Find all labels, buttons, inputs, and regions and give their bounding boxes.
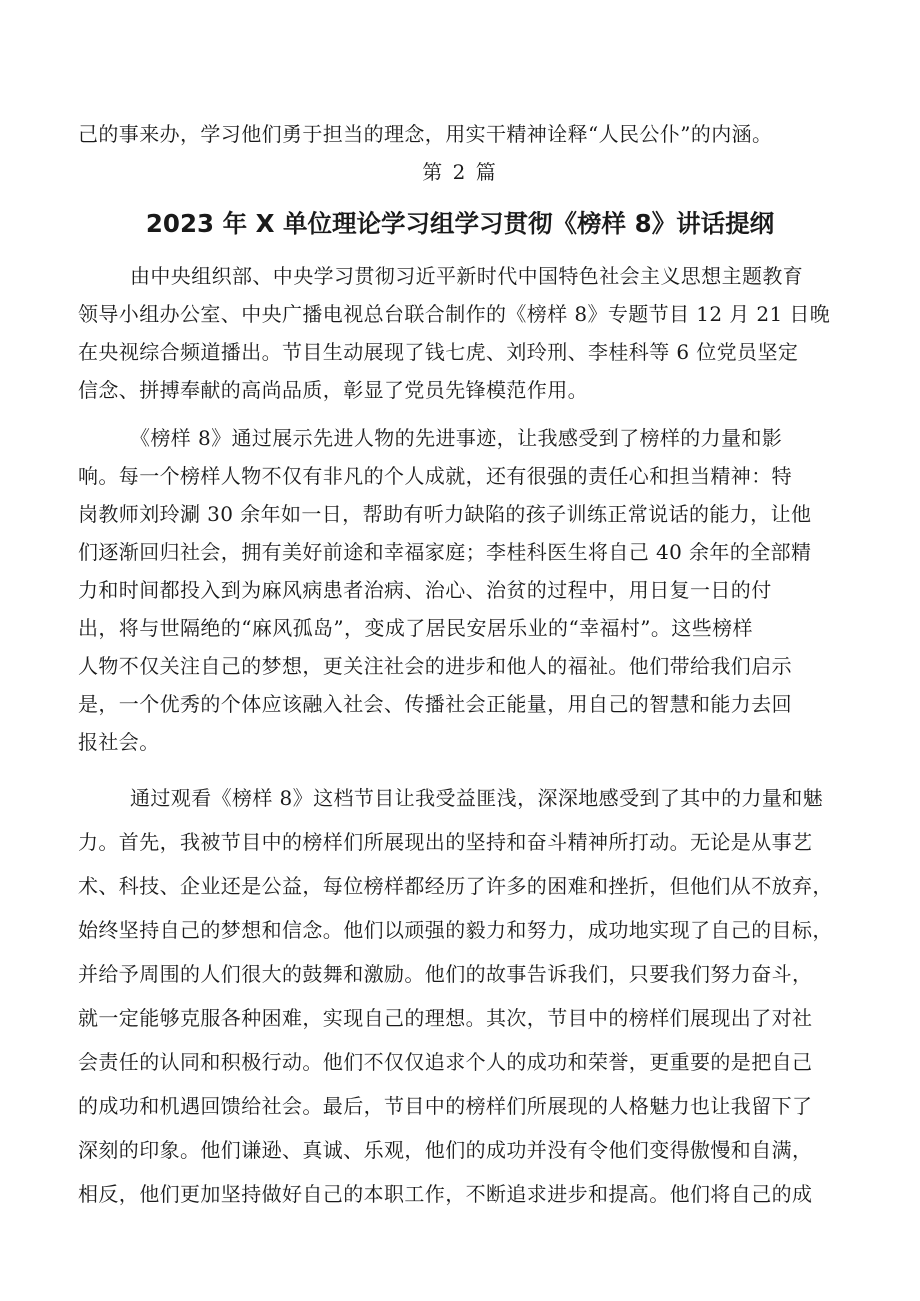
paragraph-line: 们逐渐回归社会，拥有美好前途和幸福家庭；李桂科医生将自己 40 余年的全部精 [78, 540, 812, 564]
paragraph-line: 出，将与世隔绝的“麻风孤岛”，变成了居民安居乐业的“幸福村”。这些榜样 [78, 616, 753, 640]
paragraph-line: 人物不仅关注自己的梦想，更关注社会的进步和他人的福祉。他们带给我们启示 [78, 654, 792, 678]
chapter-label: 第 2 篇 [422, 160, 498, 184]
document-title: 2023 年 X 单位理论学习组学习贯彻《榜样 8》讲话提纲 [145, 209, 775, 238]
paragraph-line: 信念、拼搏奉献的高尚品质，彰显了党员先锋模范作用。 [78, 378, 588, 402]
paragraph-line: 就一定能够克服各种困难，实现自己的理想。其次，节目中的榜样们展现出了对社 [78, 1006, 813, 1030]
paragraph-line: 在央视综合频道播出。节目生动展现了钱七虎、刘玲刑、李桂科等 6 位党员坚定 [78, 340, 799, 364]
paragraph-line: 会责任的认同和积极行动。他们不仅仅追求个人的成功和荣誉，更重要的是把自己 [78, 1050, 813, 1074]
paragraph-line: 响。每一个榜样人物不仅有非凡的个人成就，还有很强的责任心和担当精神：特 [78, 464, 792, 488]
paragraph-line: 是，一个优秀的个体应该融入社会、传播社会正能量，用自己的智慧和能力去回 [78, 692, 792, 716]
paragraph-line: 深刻的印象。他们谦逊、真诚、乐观，他们的成功并没有令他们变得傲慢和自满， [78, 1138, 813, 1162]
paragraph-line: 术、科技、企业还是公益，每位榜样都经历了许多的困难和挫折，但他们从不放弃， [78, 874, 833, 898]
carryover-line: 己的事来办，学习他们勇于担当的理念，用实干精神诠释“人民公仆”的内涵。 [78, 122, 773, 146]
paragraph-line: 始终坚持自己的梦想和信念。他们以顽强的毅力和努力，成功地实现了自己的目标， [78, 918, 833, 942]
paragraph-line: 《榜样 8》通过展示先进人物的先进事迹，让我感受到了榜样的力量和影 [130, 426, 783, 450]
paragraph-line: 相反，他们更加坚持做好自己的本职工作，不断追求进步和提高。他们将自己的成 [78, 1182, 813, 1206]
paragraph-line: 由中央组织部、中央学习贯彻习近平新时代中国特色社会主义思想主题教育 [130, 264, 804, 288]
paragraph-line: 力。首先，我被节目中的榜样们所展现出的坚持和奋斗精神所打动。无论是从事艺 [78, 830, 813, 854]
paragraph-line: 报社会。 [78, 730, 160, 754]
paragraph-line: 力和时间都投入到为麻风病患者治病、治心、治贫的过程中，用日复一日的付 [78, 578, 772, 602]
paragraph-line: 通过观看《榜样 8》这档节目让我受益匪浅，深深地感受到了其中的力量和魅 [130, 786, 824, 810]
paragraph-line: 的成功和机遇回馈给社会。最后，节目中的榜样们所展现的人格魅力也让我留下了 [78, 1094, 813, 1118]
paragraph-line: 并给予周围的人们很大的鼓舞和激励。他们的故事告诉我们，只要我们努力奋斗， [78, 962, 813, 986]
paragraph-line: 领导小组办公室、中央广播电视总台联合制作的《榜样 8》专题节目 12 月 21 日晚 [78, 302, 831, 326]
paragraph-line: 岗教师刘玲涮 30 余年如一日，帮助有听力缺陷的孩子训练正常说话的能力，让他 [78, 502, 812, 526]
